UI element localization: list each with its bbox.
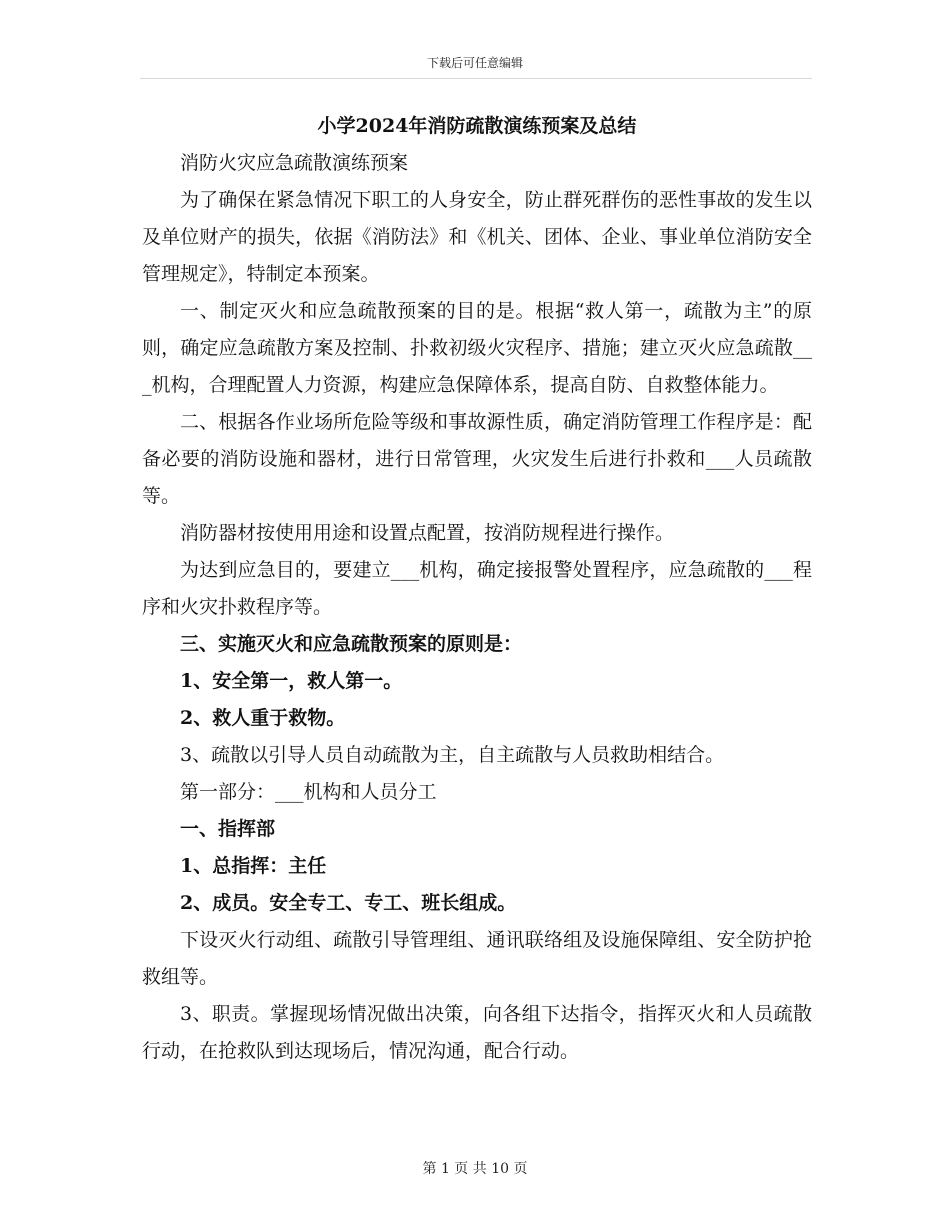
section-part-one: 第一部分：___机构和人员分工	[180, 781, 437, 803]
principle-item-2: 2、救人重于救物。	[180, 707, 346, 729]
header-note: 下载后可任意编辑	[426, 56, 523, 70]
paragraph-principles-heading: 三、实施灭火和应急疏散预案的原则是：	[180, 633, 523, 655]
paragraph-subtitle: 消防火灾应急疏散演练预案	[180, 152, 409, 174]
page-number: 第 1 页 共 10 页	[422, 1161, 528, 1177]
command-item-1: 1、总指挥：主任	[180, 855, 327, 877]
paragraph-equipment: 消防器材按使用用途和设置点配置，按消防规程进行操作。	[180, 522, 675, 544]
paragraph-intro: 为了确保在紧急情况下职工的人身安全，防止群死群伤的恶性事故的发生以及单位财产的损失，依据《消防法》和《机关、团体、企业、事业单位消防安全管理规定》，特制定本预案。	[142, 189, 812, 285]
paragraph-organization: 为达到应急目的，要建立___机构，确定接报警处置程序，应急疏散的___程序和火灾扑救程序等。	[142, 559, 812, 618]
command-item-3: 3、职责。掌握现场情况做出决策，向各组下达指令，指挥灭火和人员疏散行动，在抢救队到达现场后，情况沟通，配合行动。	[142, 1003, 812, 1062]
principle-item-1: 1、安全第一，救人第一。	[180, 670, 403, 692]
command-item-2: 2、成员。安全专工、专工、班长组成。	[180, 892, 517, 914]
paragraph-purpose: 一、制定灭火和应急疏散预案的目的是。根据“救人第一，疏散为主”的原则，确定应急疏散方案及控制、扑救初级火灾程序、措施；建立灭火应急疏散___机构，合理配置人力资源，构建应急保障体系，提高自防、自救整体能力。	[142, 300, 812, 396]
principle-item-3: 3、疏散以引导人员自动疏散为主，自主疏散与人员救助相结合。	[180, 744, 725, 766]
document-body	[142, 108, 812, 1070]
section-command-heading: 一、指挥部	[180, 818, 276, 840]
paragraph-procedure: 二、根据各作业场所危险等级和事故源性质，确定消防管理工作程序是：配备必要的消防设施和器材，进行日常管理，火灾发生后进行扑救和___人员疏散等。	[142, 411, 812, 507]
paragraph-subgroups: 下设灭火行动组、疏散引导管理组、通讯联络组及设施保障组、安全防护抢救组等。	[142, 929, 812, 988]
header-divider	[140, 78, 812, 79]
document-title: 小学2024年消防疏散演练预案及总结	[317, 115, 637, 137]
